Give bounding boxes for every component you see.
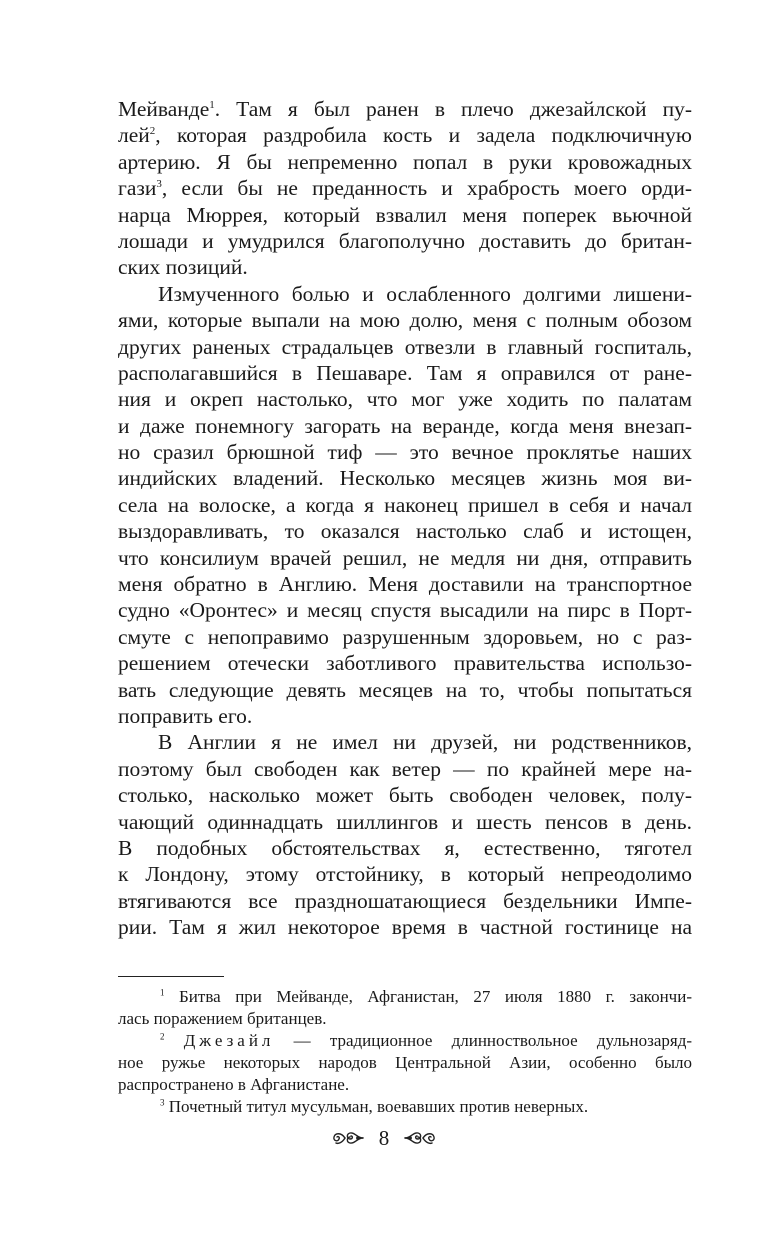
footnote-ref-1[interactable]: 1 [209,98,215,111]
footnote-1-cont: лась поражением британцев. [118,1009,327,1028]
text-line: гази$^3$, если бы не преданность и храбрость моего орди- [118,176,692,201]
text-line: В подобных обстоятельствах я, естественно, тяготел [118,835,692,860]
footnote-3: $^3$ Почетный титул мусульман, воевавших против неверных. [160,1097,589,1116]
text-line: поэтому был свободен как ветер — по крайней мере на- [118,756,692,781]
text-line: и даже понемногу загорать на веранде, когда меня внезап- [118,413,692,438]
text-line: Мейванде$^1$. Там я был ранен в плечо джезайлской пу- [118,97,692,121]
footnote-ref-3[interactable]: 3 [156,178,162,191]
text-line: села на волоске, а когда я наконец пришел в себя и начал [118,492,692,517]
text-line: меня обратно в Англию. Меня доставили на транспортное [118,572,692,597]
text-line: рии. Там я жил некоторое время в частной гостинице на [118,915,692,940]
text-line: но сразил брюшной тиф — это вечное проклятье наших [118,440,692,465]
text-line: втягиваются все праздношатающиеся бездельники Импе- [118,888,692,913]
text-line: смуте с непоправимо разрушенным здоровьем, но с раз- [118,624,692,649]
text-line: решением отечески заботливого правительства использо- [118,651,692,676]
text-line: к Лондону, этому отстойнику, в который непреодолимо [118,862,692,887]
text-line: судно «Оронтес» и месяц спустя высадили на пирс в Порт- [118,598,692,623]
footnote-1: $^1$ Битва при Мейванде, Афганистан, 27 июля 1880 г. закончи- [160,987,692,1006]
footnote-ref-2[interactable]: 2 [149,125,156,138]
footnote-2: $^2$ Джезайл — традиционное длинноствольное дульнозаряд- [160,1031,693,1050]
paragraph-start: В Англии я не имел ни друзей, ни родственников, [158,730,692,755]
flourish-left-icon [331,1128,365,1148]
footnotes [118,976,692,1118]
text-line: поправить его. [118,703,253,728]
text-line: столько, насколько может быть свободен человек, полу- [118,783,692,808]
text-line: вать следующие девять месяцев на то, чтобы попытаться [118,677,692,702]
footnote-divider [118,976,224,977]
text-line: артерию. Я бы непременно попал в руки кровожадных [118,149,692,174]
text-line: индийских владений. Несколько месяцев жизнь моя ви- [118,466,692,491]
text-line: лей$^2$, которая раздробила кость и задела подключичную [118,123,692,148]
text-line: располагавшийся в Пешаваре. Там я оправился от ране- [118,360,692,385]
text-line: выздоравливать, то оказался настолько слаб и истощен, [118,519,692,544]
paragraph-start: Измученного болью и ослабленного долгими лишени- [158,281,692,306]
text-line: чающий одиннадцать шиллингов и шесть пенсов в день. [118,809,692,834]
text-line: лошади и умудрился благополучно доставить до британ- [118,228,692,253]
text-line: других раненых страдальцев отвезли в главный госпиталь, [118,334,692,359]
text-line: ями, которые выпали на мою долю, меня с полным обозом [118,308,692,333]
footnote-2-cont: распространено в Афганистане. [118,1075,350,1094]
text-line: ских позиций. [118,255,248,280]
page-footer [0,1126,768,1150]
footnote-2-cont: ное ружье некоторых народов Центральной Азии, особенно было [118,1053,692,1072]
text-line: нарца Мюррея, который взвалил меня поперек вьючной [118,202,692,227]
text-line: ния и окреп настолько, что мог уже ходить по палатам [118,387,692,412]
text-line: что консилиум врачей решил, не медля ни дня, отправить [118,545,692,570]
flourish-right-icon [403,1128,437,1148]
page-number: 8 [378,1126,390,1150]
body-text [118,96,692,941]
